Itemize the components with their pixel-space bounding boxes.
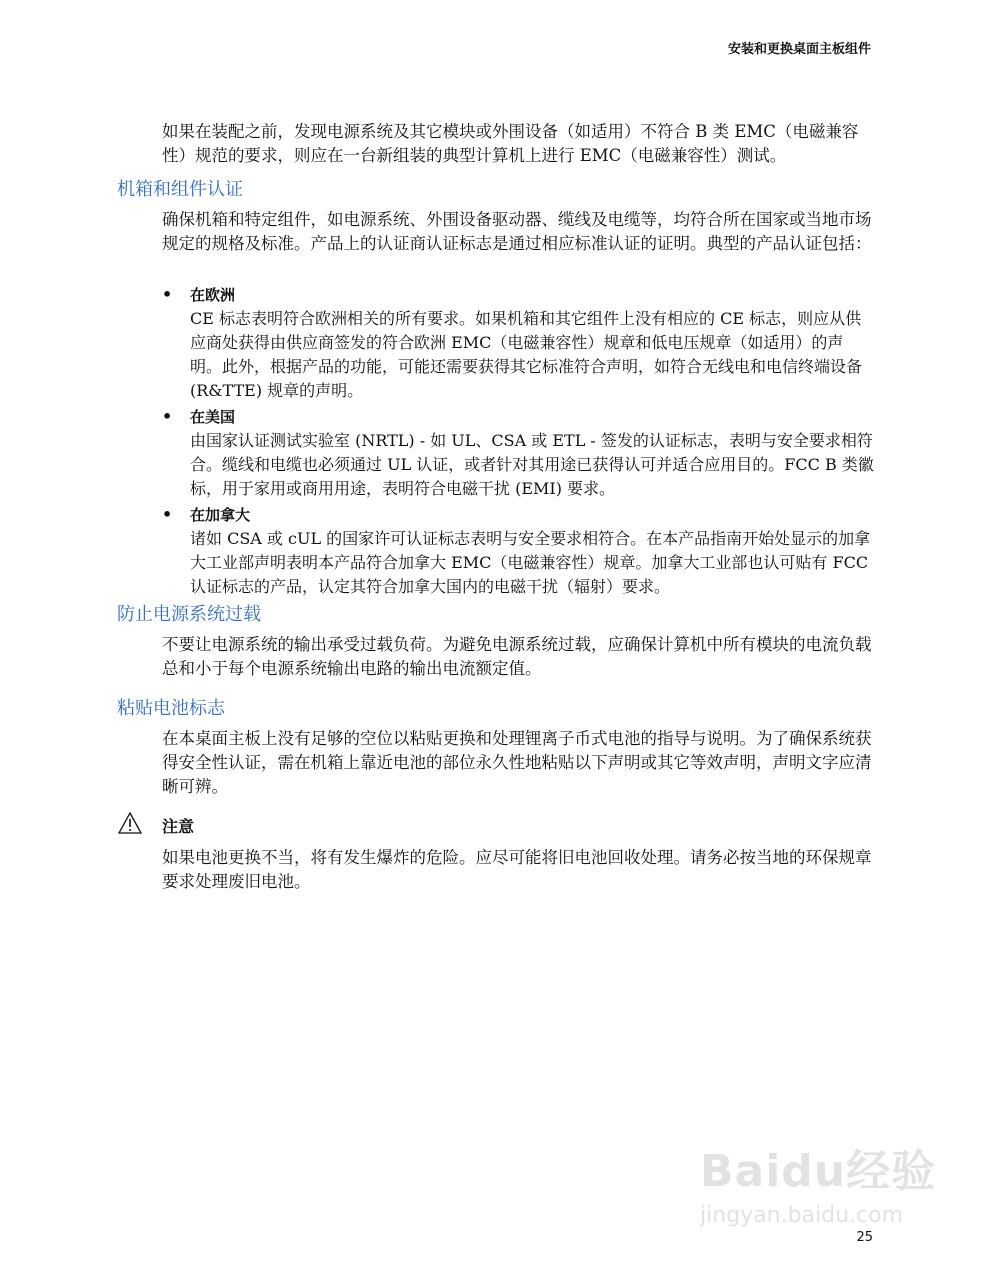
certification-paragraph: 确保机箱和特定组件，如电源系统、外围设备驱动器、缆线及电缆等，均符合所在国家或当地市场规定的规格及标准。产品上的认证商认证标志是通过相应标准认证的证明。典型的产品认证包括： — [162, 210, 872, 253]
bullet-title-usa: • 在美国 — [162, 405, 874, 429]
watermark-logo: Baidu经验 — [700, 1146, 937, 1197]
bullet-list — [162, 283, 874, 599]
watermark-url: jingyan.baidu.com — [700, 1203, 904, 1228]
section-heading-battery-label: 粘贴电池标志 — [117, 698, 225, 719]
bullet-item-usa — [162, 405, 874, 501]
caution-block — [118, 812, 194, 838]
bullet-item-europe — [162, 283, 874, 403]
bullet-body-usa: 由国家认证测试实验室 (NRTL) - 如 UL、CSA 或 ETL - 签发的认证标志，表明与安全要求相符合。缆线和电缆也必须通过 UL 认证，或者针对其用途已获得认可并适合应用目的。FCC B 类徽标，用于家用或商用用途，表明符合电磁干扰 (EMI) 要求。 — [190, 431, 874, 498]
bullet-title-canada: • 在加拿大 — [162, 503, 874, 527]
section-heading-certification: 机箱和组件认证 — [117, 179, 243, 200]
page-number: 25 — [856, 1230, 873, 1245]
baidu-watermark — [700, 1135, 937, 1245]
caution-paragraph: 如果电池更换不当，将有发生爆炸的危险。应尽可能将旧电池回收处理。请务必按当地的环保规章要求处理废旧电池。 — [162, 848, 872, 891]
overload-paragraph: 不要让电源系统的输出承受过载负荷。为避免电源系统过载，应确保计算机中所有模块的电流负载总和小于每个电源系统输出电路的输出电流额定值。 — [162, 635, 872, 678]
intro-paragraph: 如果在装配之前，发现电源系统及其它模块或外围设备（如适用）不符合 B 类 EMC（电磁兼容性）规范的要求，则应在一台新组装的典型计算机上进行 EMC（电磁兼容性）测试。 — [162, 122, 859, 165]
bullet-item-canada — [162, 503, 874, 599]
warning-triangle-icon — [118, 812, 142, 838]
battery-label-paragraph: 在本桌面主板上没有足够的空位以粘贴更换和处理锂离子币式电池的指导与说明。为了确保系统获得安全性认证，需在机箱上靠近电池的部位永久性地粘贴以下声明或其它等效声明，声明文字应清晰可辨。 — [162, 729, 872, 796]
section-heading-overload: 防止电源系统过载 — [117, 604, 261, 625]
bullet-body-europe: CE 标志表明符合欧洲相关的所有要求。如果机箱和其它组件上没有相应的 CE 标志，则应从供应商处获得由供应商签发的符合欧洲 EMC（电磁兼容性）规章和低电压规章（如适用）的声明。此外，根据产品的功能，可能还需要获得其它标准符合声明，如符合无线电和电信终端设备 (R&TTE) 规章的声明。 — [190, 309, 863, 400]
bullet-body-canada: 诸如 CSA 或 cUL 的国家许可认证标志表明与安全要求相符合。在本产品指南开始处显示的加拿大工业部声明表明本产品符合加拿大 EMC（电磁兼容性）规章。加拿大工业部也认可贴有 FCC 认证标志的产品，认定其符合加拿大国内的电磁干扰（辐射）要求。 — [190, 529, 871, 596]
caution-title: 注意 — [162, 816, 195, 836]
bullet-title-europe: • 在欧洲 — [162, 283, 874, 307]
page-header-title: 安装和更换桌面主板组件 — [727, 42, 871, 57]
